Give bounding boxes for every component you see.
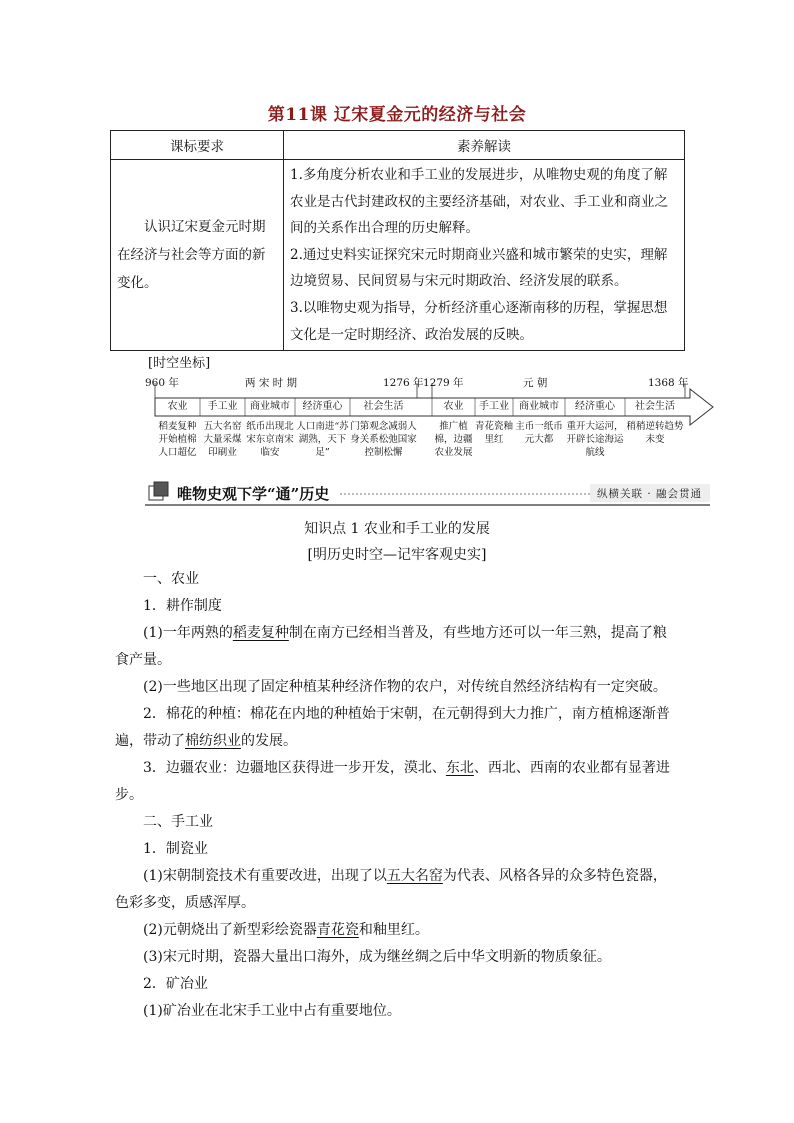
yuan-cat-economic-center: 经济重心	[575, 401, 615, 412]
yuan-desc-economic-center: 重开大运河，开辟长途海运航线	[566, 421, 624, 458]
song-period-label: 两 宋 时 期	[245, 377, 298, 389]
literacy-item-1: 1.多角度分析农业和手工业的发展进步，从唯物史观的角度了解农业是古代封建政权的主要经济基础，对农业、手工业和商业之间的关系作出合理的历史解释。	[290, 167, 668, 237]
song-desc-commerce: 纸币出现北宋东京南宋临安	[246, 421, 294, 458]
lesson-body	[115, 566, 675, 1025]
yuan-categories	[432, 398, 685, 416]
year-1276: 1276 年	[383, 377, 424, 389]
section-banner	[145, 480, 710, 506]
song-cat-handicraft: 手工业	[207, 401, 238, 412]
lesson-title: 第11课 辽宋夏金元的经济与社会	[267, 105, 527, 125]
song-categories	[155, 398, 417, 416]
literacy-item-2: 2.通过史料实证探究宋元时期商业兴盛和城市繁荣的史实，理解边境贸易、民间贸易与宋元时期政治、经济发展的联系。	[290, 246, 668, 290]
section-agriculture: 一、农业	[143, 571, 199, 587]
yuan-cat-society: 社会生活	[635, 401, 675, 412]
song-desc-society: 门第观念减弱人身关系松弛国家控制松懈	[350, 421, 417, 458]
literacy-item-3: 3.以唯物史观为指导，分析经济重心逐渐南移的历程，掌握思想文化是一定时期经济、政治发展的反映。	[290, 299, 668, 343]
para-2: (2)一些地区出现了固定种植某种经济作物的农户，对传统自然经济结构有一定突破。	[143, 679, 667, 695]
yuan-desc-society: 稍稍逆转趋势未变	[626, 421, 684, 445]
para-1: (1)一年两熟的稻麦复种制在南方已经相当普及，有些地方还可以一年三熟，提高了粮食产量。	[115, 625, 667, 668]
timeline-label: [时空坐标]	[148, 356, 211, 371]
heading-farming-system: 1．耕作制度	[143, 598, 222, 614]
heading-mining: 2．矿冶业	[143, 976, 208, 992]
header-requirements: 课标要求	[111, 131, 284, 160]
heading-porcelain: 1．制瓷业	[143, 841, 208, 857]
yuan-cat-handicraft: 手工业	[479, 401, 509, 412]
para-8: (1)矿冶业在北宋手工业中占有重要地位。	[143, 1003, 401, 1019]
knowledge-point-title: 知识点 1 农业和手工业的发展	[304, 521, 490, 537]
yuan-cat-agriculture: 农业	[443, 401, 464, 412]
yuan-period-label: 元 朝	[523, 377, 548, 389]
yuan-desc-agriculture: 推广植棉，边疆农业发展	[434, 421, 473, 458]
timeline	[145, 375, 715, 465]
section-handicraft: 二、手工业	[143, 814, 213, 830]
requirement-text: 认识辽宋夏金元时期在经济与社会等方面的新变化。	[117, 219, 266, 292]
song-cat-economic-center: 经济重心	[302, 401, 343, 412]
song-cat-agriculture: 农业	[167, 401, 188, 412]
year-960: 960 年	[145, 377, 179, 389]
song-desc-handicraft: 五大名窑大量采煤印刷业	[203, 421, 242, 458]
para-5: (1)宋朝制瓷技术有重要改进，出现了以五大名窑为代表、风格各异的众多特色瓷器，色彩多变，质感浑厚。	[115, 868, 667, 911]
para-6: (2)元朝烧出了新型彩绘瓷器青花瓷和釉里红。	[143, 922, 429, 938]
song-cat-commerce: 商业城市	[250, 401, 290, 412]
para-4: 3．边疆农业：边疆地区获得进一步开发，漠北、东北、西北、西南的农业都有显著进步。	[115, 760, 670, 803]
para-7: (3)宋元时期，瓷器大量出口海外，成为继丝绸之后中华文明新的物质象征。	[143, 949, 611, 965]
year-1368: 1368 年	[648, 377, 689, 389]
knowledge-point-subtitle: [明历史时空—记牢客观史实]	[307, 547, 487, 563]
yuan-desc-commerce: 主币一纸币元大都	[515, 421, 563, 445]
yuan-cat-commerce: 商业城市	[519, 401, 559, 412]
yuan-desc-handicraft: 青花瓷釉里红	[475, 421, 514, 445]
song-cat-society: 社会生活	[363, 401, 404, 412]
banner-title: 唯物史观下学“通”历史	[177, 485, 330, 503]
curriculum-table	[110, 130, 685, 351]
song-desc-agriculture: 稻麦复种开始植棉人口超亿	[158, 421, 197, 458]
header-literacy: 素养解读	[284, 131, 685, 160]
song-desc-economic-center: 人口南进“苏湖熟，天下足”	[296, 421, 349, 458]
para-3: 2．棉花的种植：棉花在内地的种植始于宋朝，在元朝得到大力推广，南方植棉逐渐普遍，带动了棉纺织业的发展。	[115, 706, 670, 749]
year-1279: 1279 年	[423, 377, 464, 389]
banner-subtitle: 纵横关联 · 融会贯通	[596, 488, 702, 500]
